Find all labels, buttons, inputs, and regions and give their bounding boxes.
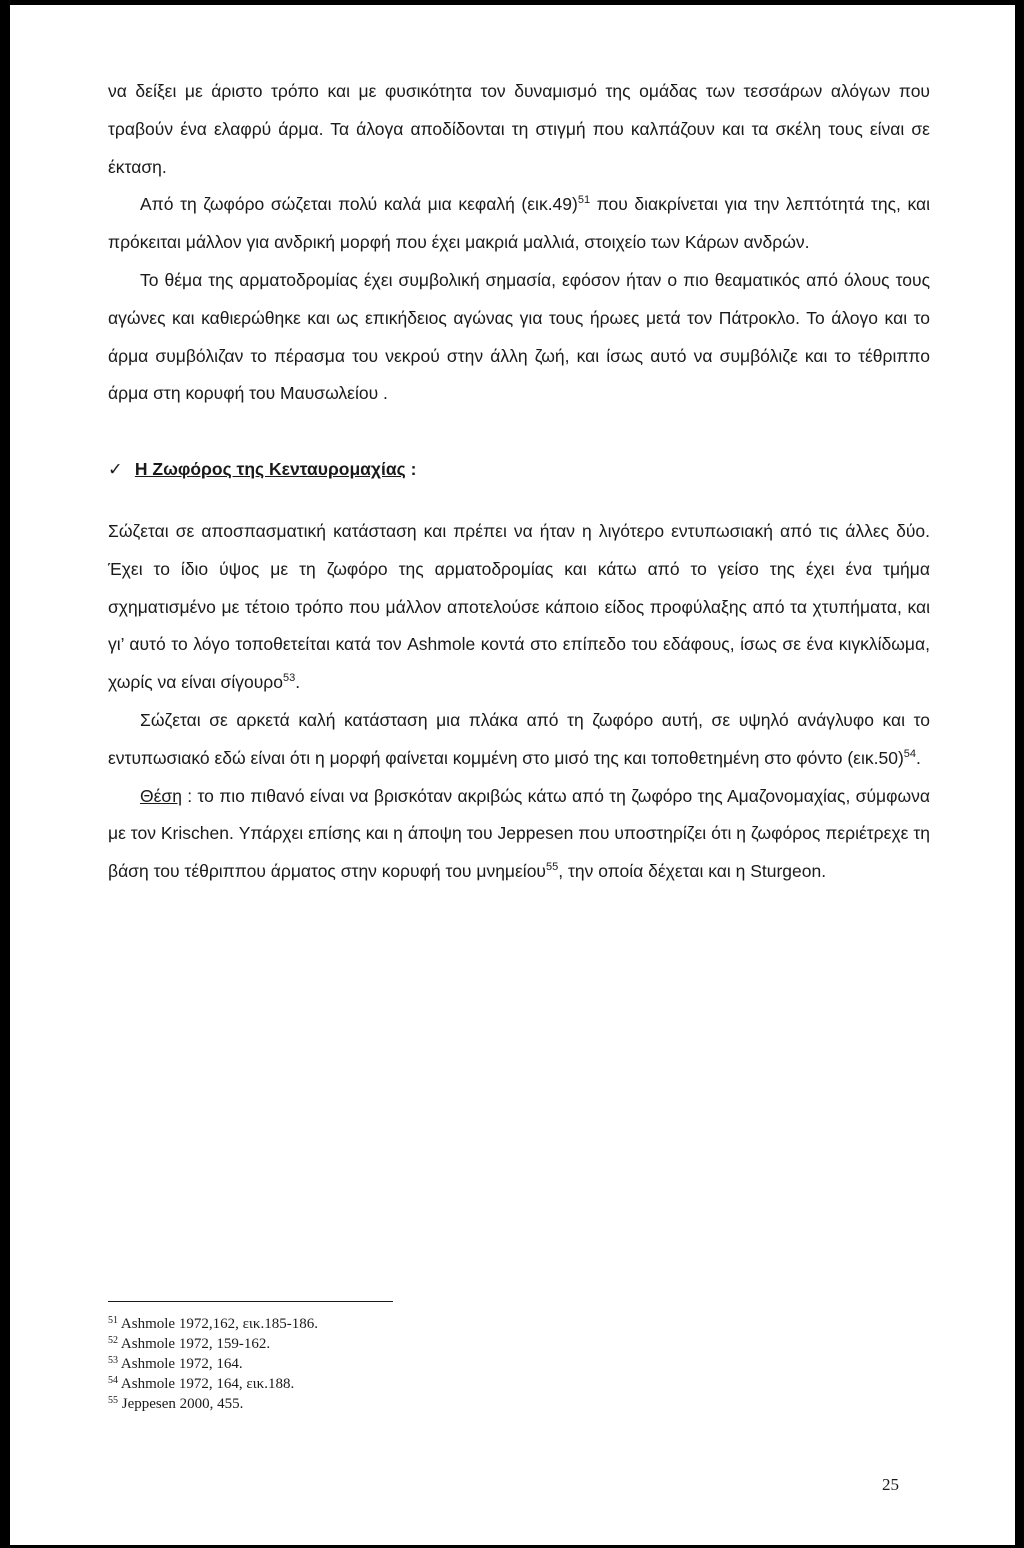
footnote-55	[108, 1394, 528, 1414]
footnote-ref-55: 55	[546, 861, 559, 874]
footnote-divider	[108, 1301, 393, 1302]
footnote-number: 51	[108, 1315, 118, 1326]
paragraph-5-end: .	[916, 747, 921, 768]
paragraph-6	[108, 778, 930, 891]
footnote-ref-54: 54	[903, 747, 917, 760]
footnote-text: Jeppesen 2000, 455.	[118, 1396, 244, 1412]
main-text	[108, 73, 930, 891]
footnote-ref-51: 51	[577, 194, 591, 207]
paragraph-6-end: , την οποία δέχεται και η Sturgeon.	[558, 861, 827, 882]
footnote-text: Ashmole 1972,162, εικ.185-186.	[118, 1316, 318, 1332]
paragraph-5-text: Σώζεται σε αρκετά καλή κατάσταση μια πλάκα από τη ζωφόρο αυτή, σε υψηλό ανάγλυφο και το εντυπωσιακό εδώ είναι ότι η μορφή φαίνεται κομμένη στο μισό της και τοποθετημένη στο φόντο (εικ.50)	[108, 709, 930, 768]
document-page	[10, 5, 1015, 1545]
paragraph-3: Το θέμα της αρματοδρομίας έχει συμβολική σημασία, εφόσον ήταν ο πιο θεαματικός από όλους τους αγώνες και καθιερώθηκε και ως επικήδειος αγώνας για τους ήρωες μετά τον Πάτροκλο. Το άλογο και το άρμα συμβόλιζαν το πέρασμα του νεκρού στην άλλη ζωή, και ίσως αυτό να συμβόλιζε και το τέθριππο άρμα στη κορυφή του Μαυσωλείου .	[108, 269, 930, 404]
footnotes	[108, 1301, 528, 1414]
paragraph-4-end: .	[295, 672, 301, 693]
paragraph-6-text: : το πιο πιθανό είναι να βρισκόταν ακριβώς κάτω από τη ζωφόρο της Αμαζονομαχίας, σύμφωνα με τον Krischen. Υπάρχει επίσης και η άποψη του Jeppesen που υποστηρίζει ότι η ζωφόρος περιέτρεχε τη βάση του τέθριππου άρματος στην κορυφή του μνημείου	[108, 785, 930, 882]
footnote-number: 53	[108, 1355, 118, 1366]
paragraph-4	[108, 513, 930, 702]
footnote-52	[108, 1334, 528, 1354]
footnote-number: 54	[108, 1375, 118, 1386]
paragraph-1: να δείξει με άριστο τρόπο και με φυσικότητα τον δυναμισμό της ομάδας των τεσσάρων αλόγων που τραβούν ένα ελαφρύ άρμα. Τα άλογα αποδίδονται τη στιγμή που καλπάζουν και τα σκέλη τους είναι σε έκταση.	[108, 81, 930, 177]
section-heading	[108, 451, 930, 489]
checkmark-icon: ✓	[108, 459, 123, 480]
footnote-54	[108, 1374, 528, 1394]
page-number: 25	[882, 1475, 899, 1494]
section-title: Η Ζωφόρος της Κενταυρομαχίας	[134, 459, 406, 480]
paragraph-4-text: Σώζεται σε αποσπασματική κατάσταση και πρέπει να ήταν η λιγότερο εντυπωσιακή από τις άλλες δύο. Έχει το ίδιο ύψος με τη ζωφόρο της αρματοδρομίας και κάτω από το γείσο της έχει ένα τμήμα σχηματισμένο με τέτοιο τρόπο που μάλλον αποτελούσε κάποιο είδος προφύλαξης από τα χτυπήματα, και γι’ αυτό το λόγο τοποθετείται κατά τον Ashmole κοντά στο επίπεδο του εδάφους, ίσως σε ένα κιγκλίδωμα, χωρίς να είναι σίγουρο	[108, 520, 930, 693]
section-title-suffix: :	[405, 459, 417, 480]
footnote-53	[108, 1354, 528, 1374]
footnote-51	[108, 1314, 528, 1334]
footnote-number: 55	[108, 1395, 118, 1406]
paragraph-5	[108, 702, 930, 778]
footnote-text: Ashmole 1972, 159-162.	[118, 1336, 271, 1352]
footnote-ref-53: 53	[282, 672, 296, 685]
location-label: Θέση	[140, 785, 182, 806]
footnote-text: Ashmole 1972, 164, εικ.188.	[118, 1376, 295, 1392]
footnote-number: 52	[108, 1335, 118, 1346]
paragraph-2-end: που διακρίνεται για την λεπτότητά της, και πρόκειται μάλλον για ανδρική μορφή που έχει μακριά μαλλιά, στοιχείο των Κάρων ανδρών.	[108, 194, 931, 253]
paragraph-2	[108, 186, 930, 262]
paragraph-2-start: Από τη ζωφόρο σώζεται πολύ καλά μια κεφαλή (εικ.49)	[140, 194, 578, 215]
footnote-text: Ashmole 1972, 164.	[118, 1356, 243, 1372]
